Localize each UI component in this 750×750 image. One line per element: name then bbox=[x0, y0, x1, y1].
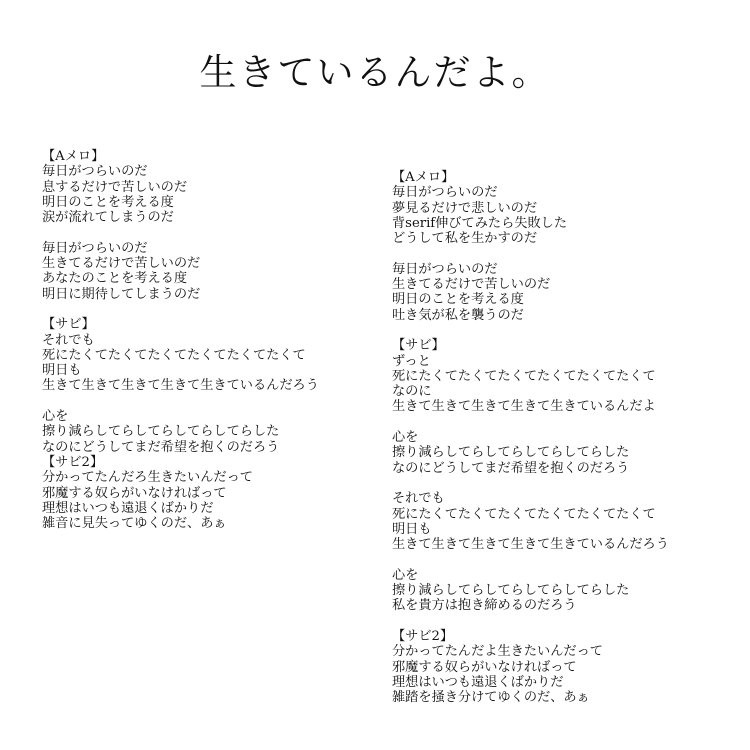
lyric-line: 分かってたんだろ生きたいんだって bbox=[42, 470, 253, 486]
page-title: 生きているんだよ。 bbox=[199, 51, 551, 94]
lyrics-chorus bbox=[42, 317, 319, 393]
lyrics-verse-a1 bbox=[42, 149, 319, 225]
lyric-line: 生きて生きて生きて生きて生きているんだろう bbox=[392, 537, 669, 553]
right-lyrics-column bbox=[392, 170, 669, 721]
lyric-line: ずっと bbox=[392, 353, 431, 369]
section-heading: 【サビ2】 bbox=[42, 454, 104, 470]
lyric-line: 毎日がつらいのだ bbox=[392, 185, 498, 201]
section-heading: 【サビ2】 bbox=[392, 628, 454, 644]
lyric-line: 理想はいつも遠退くばかりだ bbox=[42, 500, 214, 516]
lyric-line: 毎日がつらいのだ bbox=[42, 240, 148, 256]
lyric-line: 理想はいつも遠退くばかりだ bbox=[392, 674, 564, 690]
lyric-line: 明日も bbox=[392, 521, 432, 537]
lyric-line: 毎日がつらいのだ bbox=[42, 164, 148, 180]
lyric-line: 吐き気が私を襲うのだ bbox=[392, 307, 524, 323]
lyrics-verse-a1 bbox=[392, 170, 669, 246]
lyric-line: 息するだけで苦しいのだ bbox=[42, 179, 188, 195]
lyric-line: 死にたくてたくてたくてたくてたくてたくて bbox=[392, 506, 656, 522]
section-heading: 【Aメロ】 bbox=[392, 170, 455, 185]
lyric-line: 心を bbox=[392, 430, 419, 446]
lyric-line: 夢見るだけで悲しいのだ bbox=[392, 200, 538, 216]
lyric-line: なのにどうしてまだ希望を抱くのだろう bbox=[42, 439, 280, 455]
lyrics-chorus bbox=[392, 338, 669, 414]
section-heading: 【サビ】 bbox=[42, 317, 95, 333]
lyric-line: 明日のことを考える度 bbox=[42, 194, 174, 210]
lyric-line: 明日に期待してしまうのだ bbox=[42, 286, 201, 302]
lyric-line: 涙が流れてしまうのだ bbox=[42, 210, 174, 226]
section-heading: 【サビ】 bbox=[392, 338, 445, 354]
lyrics-chorus-2 bbox=[392, 629, 669, 705]
left-lyrics-column bbox=[42, 149, 319, 547]
lyric-line: 死にたくてたくてたくてたくてたくてたくて bbox=[392, 368, 656, 384]
lyric-line: 毎日がつらいのだ bbox=[392, 261, 498, 277]
lyric-line: 心を bbox=[392, 567, 419, 583]
lyrics-chorus-2 bbox=[42, 455, 319, 531]
lyric-line: 背serif伸びてみたら失敗した bbox=[392, 215, 568, 231]
lyric-line: 擦り減らしてらしてらしてらしてらした bbox=[42, 424, 280, 440]
section-heading: 【Aメロ】 bbox=[42, 149, 105, 164]
lyric-line: 私を貴方は抱き締めるのだろう bbox=[392, 598, 577, 614]
lyric-line: 擦り減らしてらしてらしてらしてらした bbox=[392, 445, 630, 461]
lyrics-verse-a2 bbox=[392, 262, 669, 323]
lyric-line: それでも bbox=[392, 491, 445, 507]
lyric-line: 雑踏を掻き分けてゆくのだ、あぁ bbox=[392, 690, 590, 706]
lyrics-bridge bbox=[42, 409, 319, 455]
lyric-line: なのに bbox=[392, 384, 432, 400]
lyric-line: あなたのことを考える度 bbox=[42, 271, 188, 287]
lyrics-chorus-reprise bbox=[392, 491, 669, 552]
lyric-line: なのにどうしてまだ希望を抱くのだろう bbox=[392, 460, 630, 476]
lyric-line: 邪魔する奴らがいなければって bbox=[42, 485, 227, 501]
lyrics-bridge-2 bbox=[392, 568, 669, 614]
lyric-line: 心を bbox=[42, 409, 69, 425]
lyric-line: 邪魔する奴らがいなければって bbox=[392, 659, 577, 675]
lyric-line: 雑音に見失ってゆくのだ、あぁ bbox=[42, 516, 227, 532]
lyric-line: 生きて生きて生きて生きて生きているんだろう bbox=[42, 378, 319, 394]
lyric-line: 死にたくてたくてたくてたくてたくてたくて bbox=[42, 347, 306, 363]
lyric-line: 明日のことを考える度 bbox=[392, 292, 524, 308]
lyric-line: 分かってたんだよ生きたいんだって bbox=[392, 644, 603, 660]
lyric-line: どうして私を生かすのだ bbox=[392, 231, 538, 247]
lyric-line: 明日も bbox=[42, 363, 82, 379]
lyric-line: 生きてるだけで苦しいのだ bbox=[42, 256, 201, 272]
lyric-line: 生きてるだけで苦しいのだ bbox=[392, 277, 551, 293]
lyrics-verse-a2 bbox=[42, 241, 319, 302]
lyric-line: それでも bbox=[42, 332, 95, 348]
lyric-line: 生きて生きて生きて生きて生きているんだよ bbox=[392, 399, 656, 415]
lyric-line: 擦り減らしてらしてらしてらしてらした bbox=[392, 583, 630, 599]
lyrics-bridge bbox=[392, 430, 669, 476]
